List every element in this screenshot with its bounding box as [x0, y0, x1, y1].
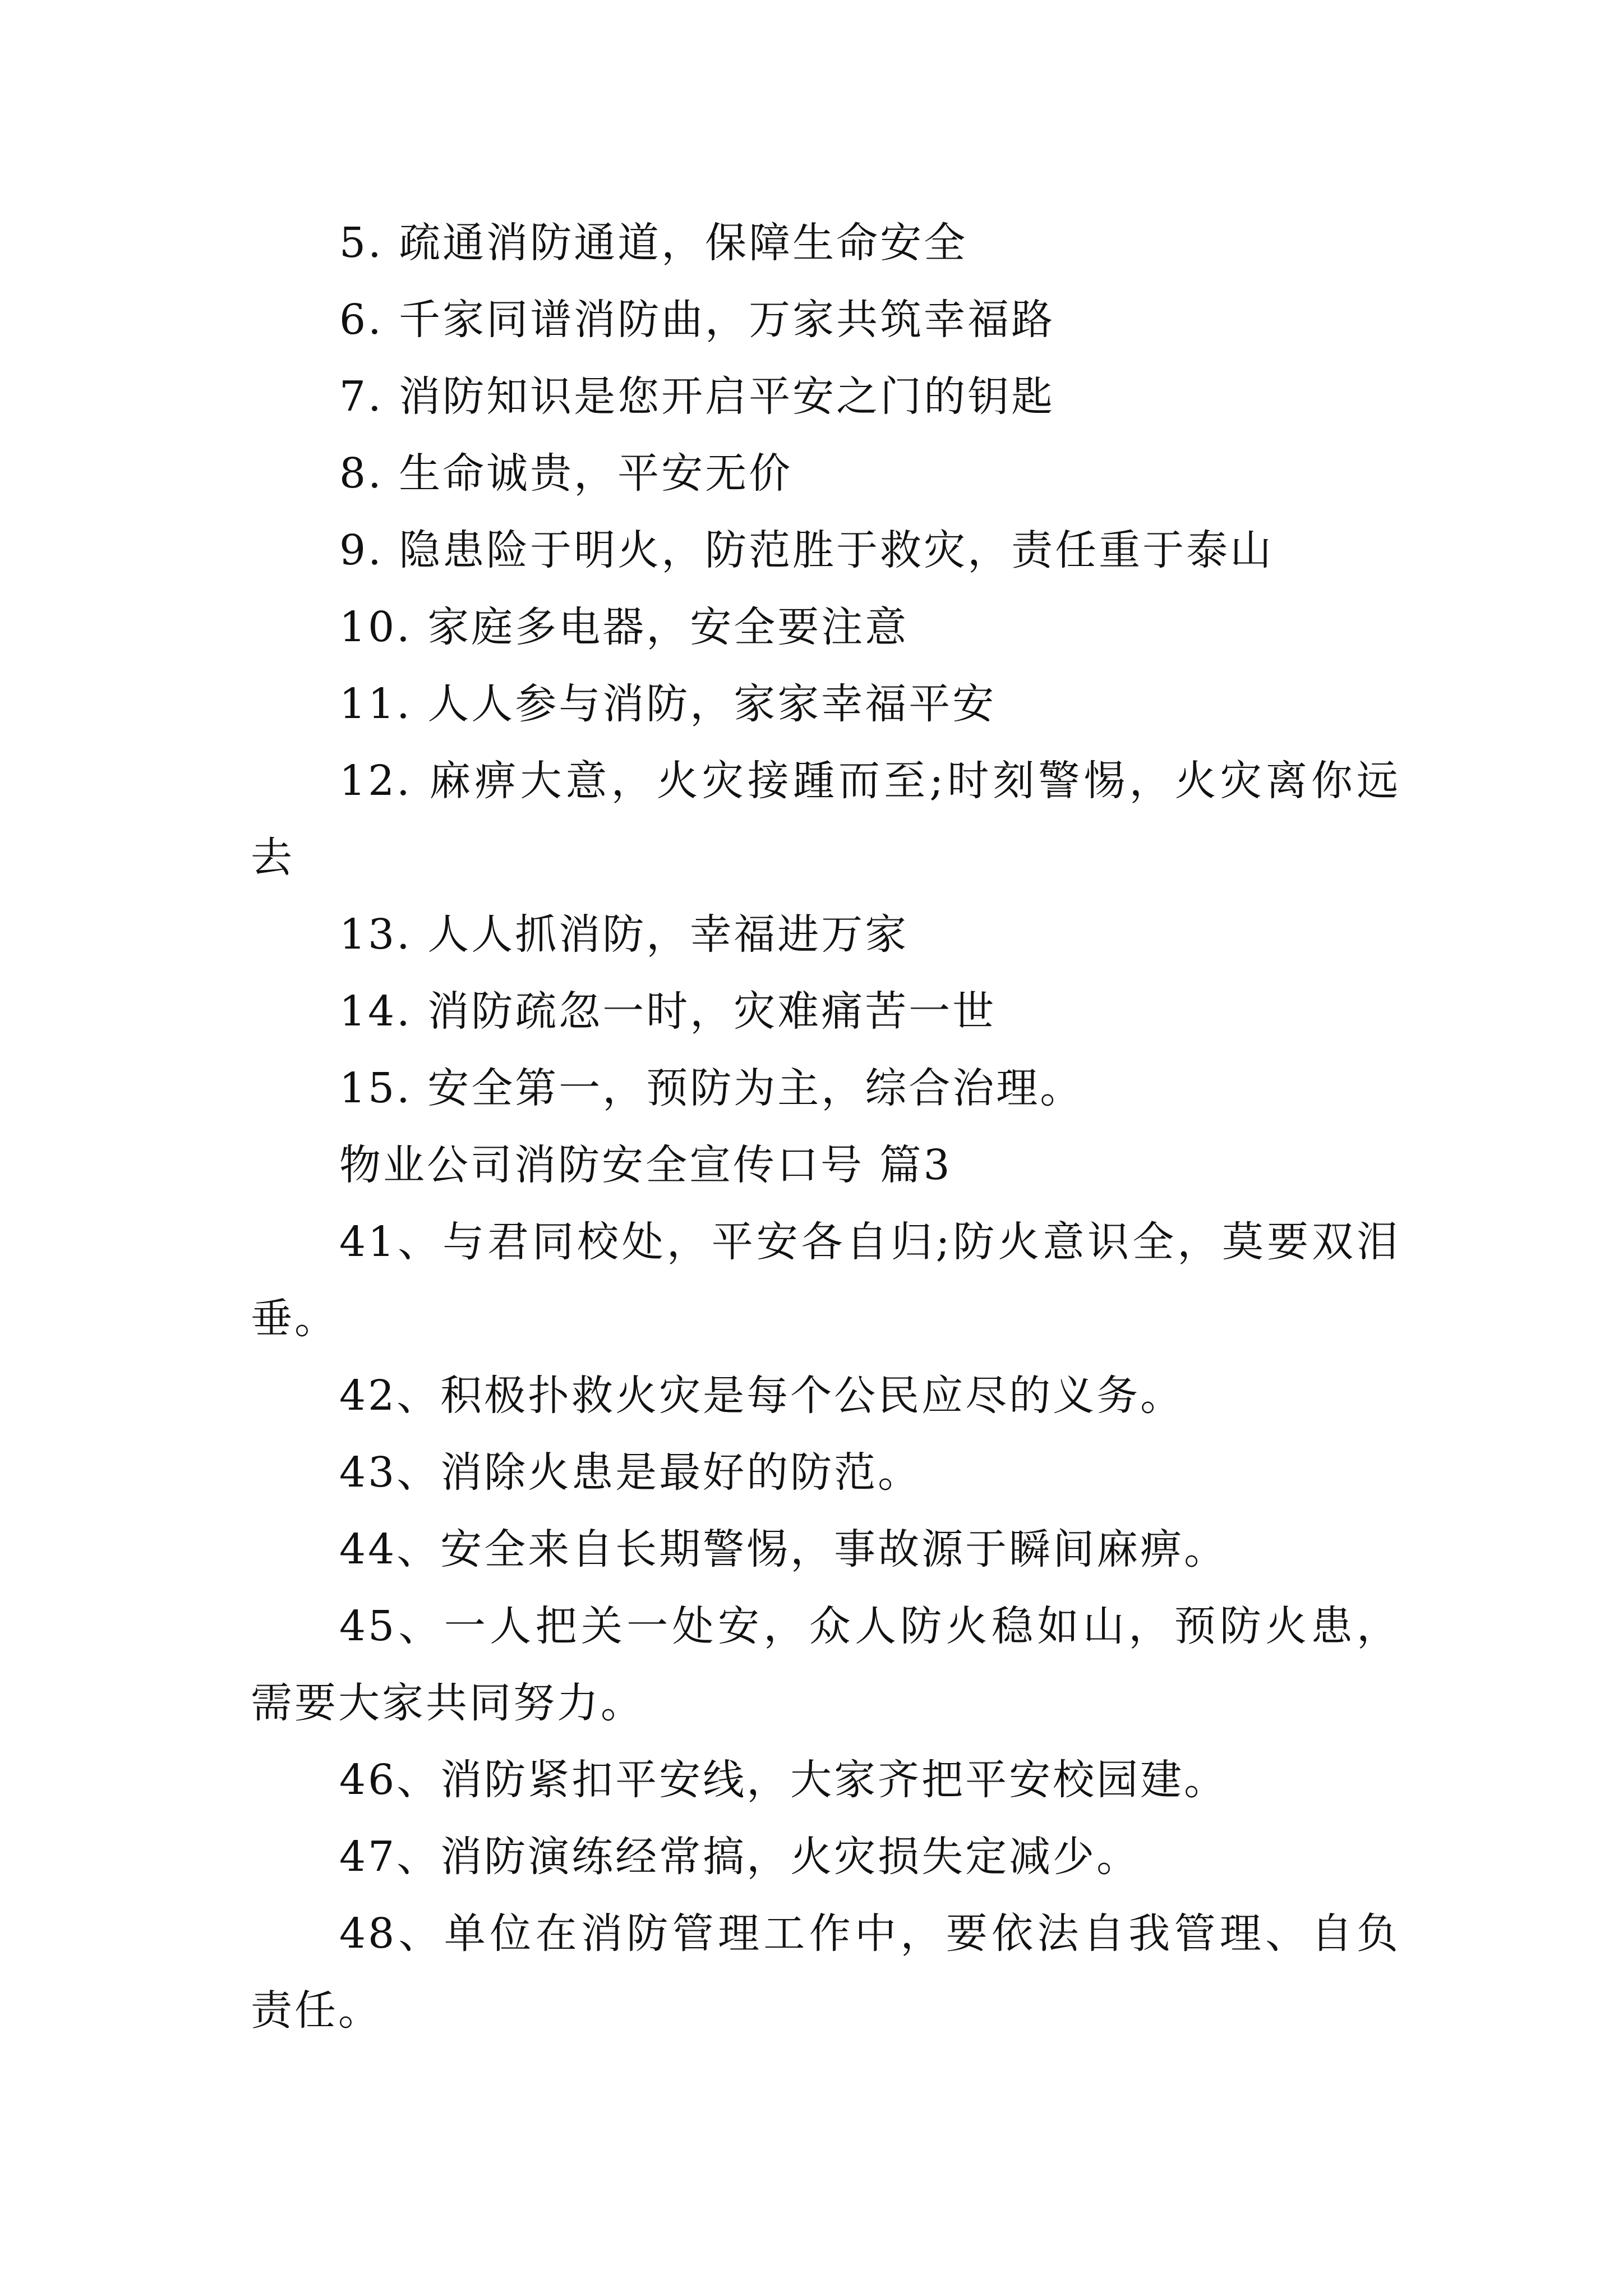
slogan-item-44: 44、安全来自长期警惕，事故源于瞬间麻痹。	[339, 1525, 1228, 1573]
slogan-item-6: 6. 千家同谱消防曲，万家共筑幸福路	[339, 296, 1055, 344]
slogan-item-41: 41、与君同校处，平安各自归;防火意识全，莫要双泪垂。	[251, 1218, 1400, 1343]
slogan-item-12: 12. 麻痹大意，火灾接踵而至;时刻警惕，火灾离你远去	[251, 757, 1400, 882]
slogan-item-48: 48、单位在消防管理工作中，要依法自我管理、自负责任。	[251, 1910, 1400, 2035]
slogan-item-42: 42、积极扑救火灾是每个公民应尽的义务。	[339, 1372, 1184, 1420]
slogan-item-46: 46、消防紧扣平安线，大家齐把平安校园建。	[339, 1756, 1228, 1804]
slogan-item-13: 13. 人人抓消防，幸福进万家	[339, 910, 909, 959]
slogan-item-47: 47、消防演练经常搞，火灾损失定减少。	[339, 1833, 1141, 1881]
slogan-item-15: 15. 安全第一，预防为主，综合治理。	[339, 1064, 1084, 1112]
slogan-item-8: 8. 生命诚贵，平安无价	[339, 449, 793, 498]
slogan-item-7: 7. 消防知识是您开启平安之门的钥匙	[339, 372, 1055, 421]
slogan-item-11: 11. 人人参与消防，家家幸福平安	[339, 680, 997, 728]
document-body	[251, 205, 1400, 2049]
slogan-item-10: 10. 家庭多电器，安全要注意	[339, 603, 909, 651]
slogan-item-45: 45、一人把关一处安，众人防火稳如山，预防火患，需要大家共同努力。	[251, 1602, 1400, 1727]
slogan-item-9: 9. 隐患险于明火，防范胜于救灾，责任重于泰山	[339, 526, 1274, 574]
slogan-item-43: 43、消除火患是最好的防范。	[339, 1448, 922, 1497]
slogan-item-5: 5. 疏通消防通道，保障生命安全	[339, 219, 968, 267]
slogan-item-14: 14. 消防疏忽一时，灾难痛苦一世	[339, 987, 997, 1036]
section-heading: 物业公司消防安全宣传口号 篇3	[339, 1141, 952, 1189]
